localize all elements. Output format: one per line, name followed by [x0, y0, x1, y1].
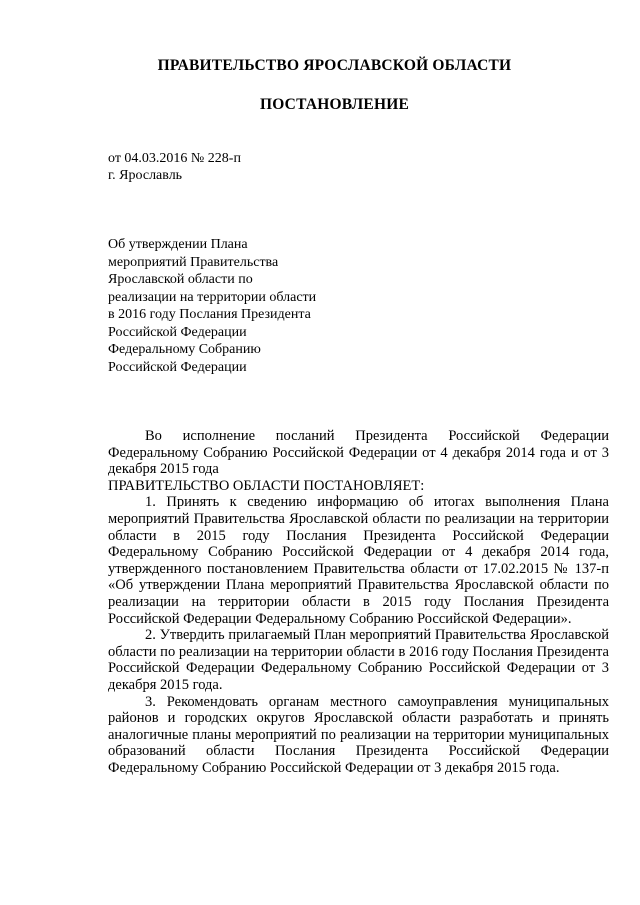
resolves-line: ПРАВИТЕЛЬСТВО ОБЛАСТИ ПОСТАНОВЛЯЕТ:	[108, 477, 425, 494]
subject-line: Об утверждении Плана	[108, 237, 248, 252]
subject-line: реализации на территории области	[108, 289, 317, 305]
city: г. Ярославль	[108, 168, 183, 183]
subject-line: Российской Федерации	[108, 359, 247, 375]
document-subject	[108, 236, 368, 376]
subject-line: Российской Федерации	[108, 324, 247, 340]
date-number: от 04.03.2016 № 228-п	[108, 151, 241, 166]
document-type-heading: ПОСТАНОВЛЕНИЕ	[259, 96, 410, 113]
item-1-paragraph: 1. Принять к сведению информацию об итогах выполнения Плана мероприятий Правительства Ярославской области по реализации на территории области в 2015 году Послания Президента Российской Федерации Федеральному Собранию Российской Федерации от 4 декабря 2014 года, утвержденного постановлением Правительства области от 17.02.2015 № 137-п «Об утверждении Плана мероприятий Правительства Ярославской области по реализации на территории области в 2015 году Послания Президента Российской Федерации Федеральному Собранию Российской Федерации».	[108, 494, 609, 627]
item-3-paragraph: 3. Рекомендовать органам местного самоуправления муниципальных районов и городских округов Ярославской области разработать и принять аналогичные планы мероприятий по реализации на территории муниципальных образований области Послания Президента Российской Федерации Федеральному Собранию Российской Федерации от 3 декабря 2015 года.	[108, 693, 609, 776]
subject-line: Федеральному Собранию	[108, 342, 261, 357]
subject-line: в 2016 году Послания Президента	[108, 307, 311, 322]
subject-line: Ярославской области по	[108, 272, 253, 287]
document-meta	[108, 150, 241, 184]
subject-line: мероприятий Правительства	[108, 254, 279, 270]
preamble-paragraph: Во исполнение посланий Президента Российской Федерации Федеральному Собранию Российской Федерации от 4 декабря 2014 года и от 3 декабря 2015 года	[108, 428, 609, 478]
item-2-paragraph: 2. Утвердить прилагаемый План мероприятий Правительства Ярославской области по реализации на территории области в 2016 году Послания Президента Российской Федерации Федеральному Собранию Российской Федерации от 3 декабря 2015 года.	[108, 627, 609, 693]
government-title: ПРАВИТЕЛЬСТВО ЯРОСЛАВСКОЙ ОБЛАСТИ	[157, 57, 512, 74]
document-body	[108, 428, 609, 776]
